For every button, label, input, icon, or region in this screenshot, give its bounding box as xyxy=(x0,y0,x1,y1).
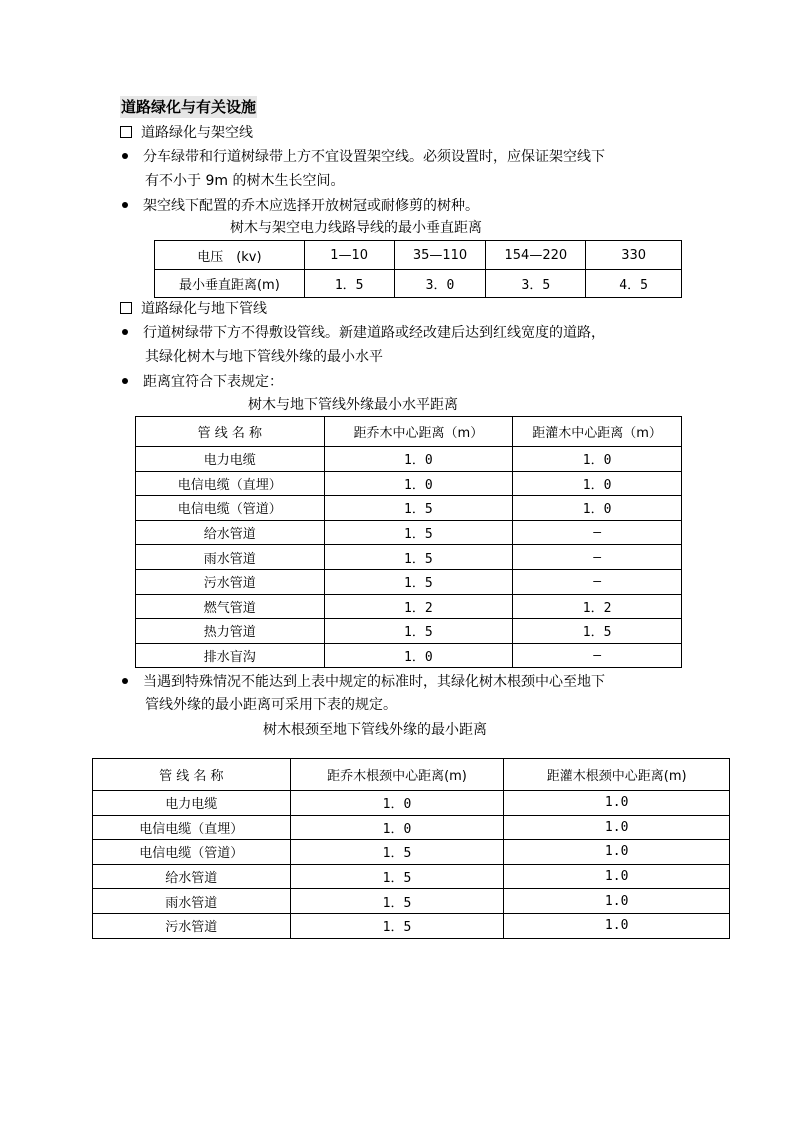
pipe-name-cell: 雨水管道 xyxy=(93,889,291,914)
distance-cell: 1．5 xyxy=(324,496,513,521)
column-header: 距乔木中心距离（m） xyxy=(324,417,513,447)
table-row xyxy=(136,520,682,545)
table-row xyxy=(136,594,682,619)
distance-cell: 1．0 xyxy=(513,447,682,472)
bullet-continuation: 其绿化树木与地下管线外缘的最小水平 xyxy=(145,349,383,365)
pipe-name-cell: 污水管道 xyxy=(93,913,291,938)
distance-cell: 1．0 xyxy=(513,471,682,496)
bullet-icon xyxy=(122,329,128,335)
table-row xyxy=(93,791,730,816)
bullet-text: 行道树绿带下方不得敷设管线。新建道路或经改建后达到红线宽度的道路， xyxy=(143,325,605,341)
bullet-item xyxy=(120,322,605,344)
table-row xyxy=(136,643,682,668)
distance-cell: 1．0 xyxy=(324,471,513,496)
subsection-title: 道路绿化与架空线 xyxy=(141,125,253,141)
pipe-name-cell: 排水盲沟 xyxy=(136,643,325,668)
distance-cell: 1．0 xyxy=(513,496,682,521)
bullet-text: 距离宜符合下表规定： xyxy=(143,374,283,390)
checkbox-square-icon xyxy=(120,302,132,314)
distance-cell: — xyxy=(513,643,682,668)
distance-cell: 1.0 xyxy=(504,815,730,840)
table-header-row xyxy=(93,759,730,791)
distance-cell: 1．5 xyxy=(513,619,682,644)
bullet-item xyxy=(120,146,605,168)
pipe-name-cell: 污水管道 xyxy=(136,569,325,594)
table-row xyxy=(155,270,682,298)
table-row xyxy=(136,545,682,570)
distance-cell: 1．5 xyxy=(290,913,504,938)
distance-cell: 1．0 xyxy=(324,447,513,472)
bullet-continuation: 有不小于 9m 的树木生长空间。 xyxy=(145,173,345,189)
table-cell: 330 xyxy=(586,241,682,270)
subsection-underground-pipes xyxy=(120,298,267,320)
bullet-continuation: 管线外缘的最小距离可采用下表的规定。 xyxy=(145,697,397,713)
pipe-name-cell: 电信电缆（管道） xyxy=(136,496,325,521)
pipe-name-cell: 热力管道 xyxy=(136,619,325,644)
bullet-text: 架空线下配置的乔木应选择开放树冠或耐修剪的树种。 xyxy=(143,198,479,214)
table-row xyxy=(136,447,682,472)
table-row xyxy=(93,815,730,840)
pipe-name-cell: 雨水管道 xyxy=(136,545,325,570)
table-cell: 3．0 xyxy=(394,270,486,298)
pipe-name-cell: 电信电缆（管道） xyxy=(93,840,291,865)
bullet-icon xyxy=(122,153,128,159)
table-cell: 1—10 xyxy=(304,241,394,270)
bullet-icon xyxy=(122,202,128,208)
horizontal-distance-table xyxy=(135,416,682,668)
distance-cell: 1.0 xyxy=(504,913,730,938)
distance-cell: 1．2 xyxy=(513,594,682,619)
pipe-name-cell: 给水管道 xyxy=(136,520,325,545)
distance-cell: — xyxy=(513,520,682,545)
table-row xyxy=(93,864,730,889)
bullet-icon xyxy=(122,678,128,684)
pipe-name-cell: 电信电缆（直埋） xyxy=(136,471,325,496)
table-cell: 电压 (kv) xyxy=(155,241,305,270)
pipe-name-cell: 电力电缆 xyxy=(136,447,325,472)
table-cell: 最小垂直距离(m) xyxy=(155,270,305,298)
section-heading: 道路绿化与有关设施 xyxy=(121,98,257,116)
pipe-name-cell: 给水管道 xyxy=(93,864,291,889)
table-cell: 154—220 xyxy=(486,241,586,270)
distance-cell: 1．5 xyxy=(324,569,513,594)
checkbox-square-icon xyxy=(120,126,132,138)
distance-cell: 1．5 xyxy=(290,889,504,914)
bullet-text: 当遇到特殊情况不能达到上表中规定的标准时，其绿化树木根颈中心至地下 xyxy=(143,674,605,690)
table-caption: 树木与地下管线外缘最小水平距离 xyxy=(248,397,458,413)
table-header-row xyxy=(136,417,682,447)
table-row xyxy=(136,569,682,594)
distance-cell: 1.0 xyxy=(504,840,730,865)
distance-cell: 1.0 xyxy=(504,889,730,914)
column-header: 距灌木中心距离（m） xyxy=(513,417,682,447)
column-header: 管 线 名 称 xyxy=(136,417,325,447)
distance-cell: 1.0 xyxy=(504,791,730,816)
pipe-name-cell: 燃气管道 xyxy=(136,594,325,619)
table-cell: 1．5 xyxy=(304,270,394,298)
distance-cell: 1．5 xyxy=(290,864,504,889)
table-row xyxy=(93,840,730,865)
column-header: 距灌木根颈中心距离(m) xyxy=(504,759,730,791)
table-row xyxy=(136,496,682,521)
pipe-name-cell: 电信电缆（直埋） xyxy=(93,815,291,840)
pipe-name-cell: 电力电缆 xyxy=(93,791,291,816)
distance-cell: 1．5 xyxy=(324,545,513,570)
bullet-icon xyxy=(122,378,128,384)
table-cell: 4．5 xyxy=(586,270,682,298)
column-header: 距乔木根颈中心距离(m) xyxy=(290,759,504,791)
overhead-clearance-table xyxy=(154,240,682,298)
distance-cell: 1．0 xyxy=(290,791,504,816)
bullet-item xyxy=(120,671,605,693)
distance-cell: 1.0 xyxy=(504,864,730,889)
distance-cell: 1．5 xyxy=(324,619,513,644)
distance-cell: 1．2 xyxy=(324,594,513,619)
distance-cell: 1．5 xyxy=(290,840,504,865)
table-row xyxy=(93,889,730,914)
table-cell: 3．5 xyxy=(486,270,586,298)
table-row xyxy=(93,913,730,938)
column-header: 管 线 名 称 xyxy=(93,759,291,791)
bullet-text: 分车绿带和行道树绿带上方不宜设置架空线。必须设置时，应保证架空线下 xyxy=(143,149,605,165)
root-distance-table xyxy=(92,758,730,939)
distance-cell: — xyxy=(513,569,682,594)
table-caption: 树木与架空电力线路导线的最小垂直距离 xyxy=(230,220,482,236)
table-row xyxy=(136,471,682,496)
table-caption: 树木根颈至地下管线外缘的最小距离 xyxy=(263,722,487,738)
table-row xyxy=(155,241,682,270)
distance-cell: 1．5 xyxy=(324,520,513,545)
bullet-item xyxy=(120,195,479,217)
distance-cell: 1．0 xyxy=(324,643,513,668)
subsection-title: 道路绿化与地下管线 xyxy=(141,301,267,317)
subsection-overhead-lines xyxy=(120,122,253,144)
bullet-item xyxy=(120,371,283,393)
table-row xyxy=(136,619,682,644)
distance-cell: — xyxy=(513,545,682,570)
distance-cell: 1．0 xyxy=(290,815,504,840)
table-cell: 35—110 xyxy=(394,241,486,270)
